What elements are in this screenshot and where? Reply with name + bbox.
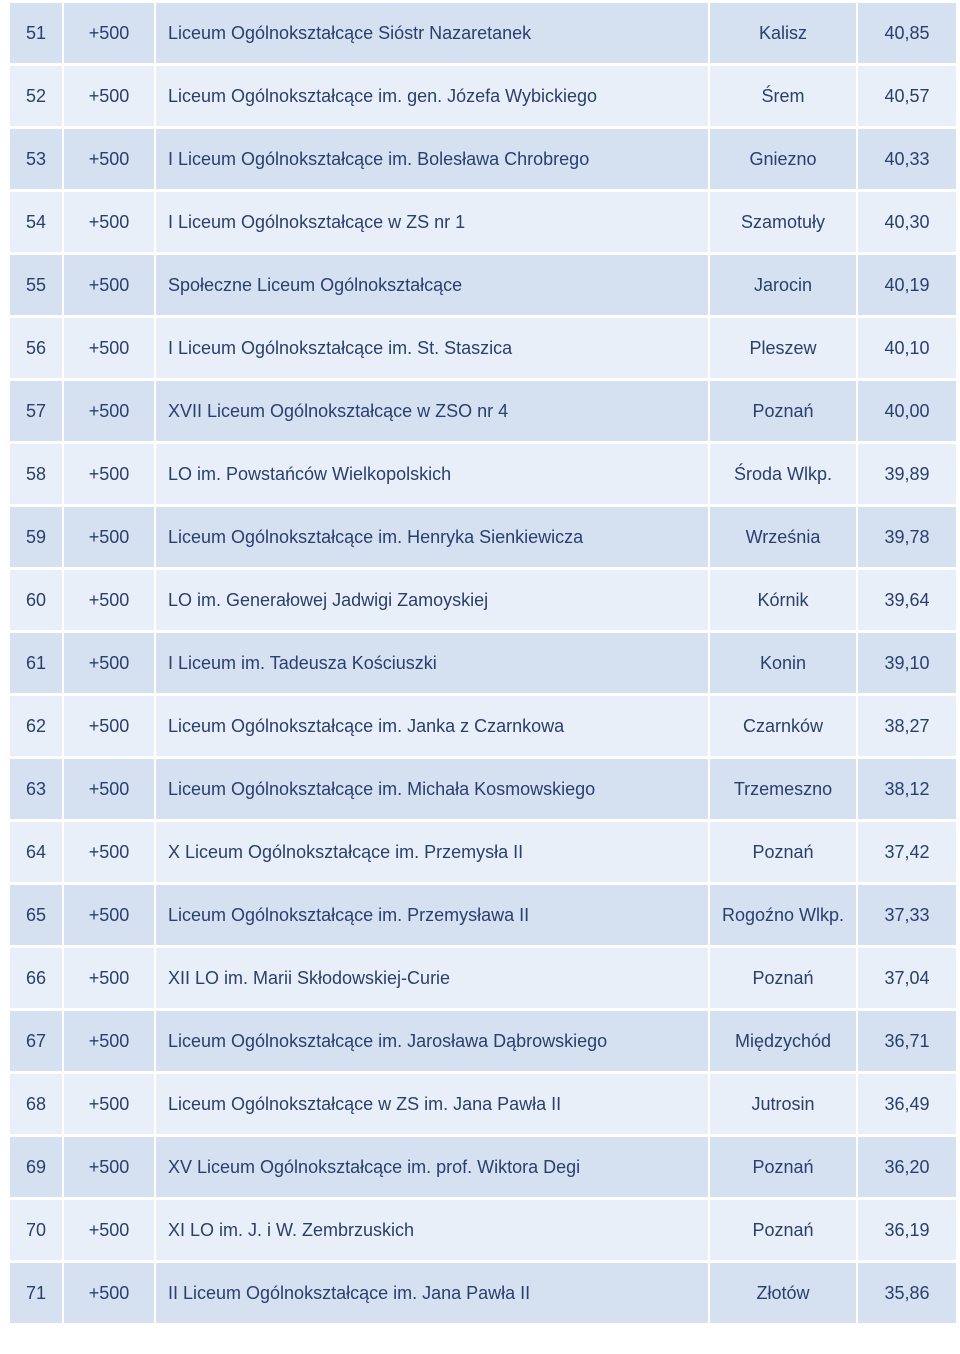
change-cell: +500: [63, 254, 155, 317]
city-cell: Jutrosin: [709, 1073, 857, 1136]
change-cell: +500: [63, 2, 155, 65]
change-cell: +500: [63, 1136, 155, 1199]
rank-cell: 65: [9, 884, 63, 947]
city-cell: Jarocin: [709, 254, 857, 317]
city-cell: Kalisz: [709, 2, 857, 65]
score-cell: 35,86: [857, 1262, 957, 1325]
change-cell: +500: [63, 821, 155, 884]
rank-cell: 61: [9, 632, 63, 695]
change-cell: +500: [63, 443, 155, 506]
table-row: [9, 506, 957, 569]
table-row: [9, 191, 957, 254]
score-cell: 36,19: [857, 1199, 957, 1262]
change-cell: +500: [63, 1262, 155, 1325]
school-name-cell: XVII Liceum Ogólnokształcące w ZSO nr 4: [155, 380, 709, 443]
rank-cell: 69: [9, 1136, 63, 1199]
table-row: [9, 758, 957, 821]
score-cell: 40,85: [857, 2, 957, 65]
city-cell: Września: [709, 506, 857, 569]
city-cell: Poznań: [709, 380, 857, 443]
rank-cell: 64: [9, 821, 63, 884]
table-row: [9, 884, 957, 947]
score-cell: 38,27: [857, 695, 957, 758]
city-cell: Rogoźno Wlkp.: [709, 884, 857, 947]
table-row: [9, 2, 957, 65]
change-cell: +500: [63, 191, 155, 254]
score-cell: 37,42: [857, 821, 957, 884]
school-name-cell: Liceum Ogólnokształcące im. Janka z Czarnkowa: [155, 695, 709, 758]
change-cell: +500: [63, 758, 155, 821]
change-cell: +500: [63, 506, 155, 569]
rank-cell: 70: [9, 1199, 63, 1262]
table-row: [9, 569, 957, 632]
city-cell: Śrem: [709, 65, 857, 128]
score-cell: 40,10: [857, 317, 957, 380]
rank-cell: 67: [9, 1010, 63, 1073]
change-cell: +500: [63, 1073, 155, 1136]
rank-cell: 52: [9, 65, 63, 128]
rank-cell: 51: [9, 2, 63, 65]
rank-cell: 66: [9, 947, 63, 1010]
change-cell: +500: [63, 695, 155, 758]
change-cell: +500: [63, 632, 155, 695]
school-name-cell: Liceum Ogólnokształcące Sióstr Nazaretanek: [155, 2, 709, 65]
ranking-table: [8, 0, 958, 1326]
rank-cell: 58: [9, 443, 63, 506]
school-name-cell: Liceum Ogólnokształcące im. Michała Kosmowskiego: [155, 758, 709, 821]
table-row: [9, 65, 957, 128]
table-row: [9, 821, 957, 884]
school-name-cell: Liceum Ogólnokształcące w ZS im. Jana Pawła II: [155, 1073, 709, 1136]
score-cell: 39,10: [857, 632, 957, 695]
rank-cell: 62: [9, 695, 63, 758]
school-name-cell: X Liceum Ogólnokształcące im. Przemysła II: [155, 821, 709, 884]
change-cell: +500: [63, 65, 155, 128]
school-name-cell: LO im. Powstańców Wielkopolskich: [155, 443, 709, 506]
score-cell: 40,19: [857, 254, 957, 317]
city-cell: Gniezno: [709, 128, 857, 191]
school-name-cell: Liceum Ogólnokształcące im. gen. Józefa Wybickiego: [155, 65, 709, 128]
score-cell: 40,00: [857, 380, 957, 443]
city-cell: Pleszew: [709, 317, 857, 380]
school-name-cell: XV Liceum Ogólnokształcące im. prof. Wiktora Degi: [155, 1136, 709, 1199]
score-cell: 37,04: [857, 947, 957, 1010]
rank-cell: 71: [9, 1262, 63, 1325]
city-cell: Konin: [709, 632, 857, 695]
change-cell: +500: [63, 317, 155, 380]
table-row: [9, 1010, 957, 1073]
city-cell: Środa Wlkp.: [709, 443, 857, 506]
table-row: [9, 380, 957, 443]
score-cell: 36,71: [857, 1010, 957, 1073]
school-name-cell: I Liceum Ogólnokształcące im. St. Staszica: [155, 317, 709, 380]
ranking-table-body: [9, 2, 957, 1325]
score-cell: 36,49: [857, 1073, 957, 1136]
rank-cell: 55: [9, 254, 63, 317]
school-name-cell: I Liceum im. Tadeusza Kościuszki: [155, 632, 709, 695]
rank-cell: 56: [9, 317, 63, 380]
table-row: [9, 1073, 957, 1136]
city-cell: Kórnik: [709, 569, 857, 632]
school-name-cell: I Liceum Ogólnokształcące w ZS nr 1: [155, 191, 709, 254]
table-row: [9, 254, 957, 317]
school-name-cell: I Liceum Ogólnokształcące im. Bolesława Chrobrego: [155, 128, 709, 191]
city-cell: Międzychód: [709, 1010, 857, 1073]
rank-cell: 54: [9, 191, 63, 254]
score-cell: 40,57: [857, 65, 957, 128]
change-cell: +500: [63, 1199, 155, 1262]
school-name-cell: Liceum Ogólnokształcące im. Jarosława Dąbrowskiego: [155, 1010, 709, 1073]
school-name-cell: Liceum Ogólnokształcące im. Henryka Sienkiewicza: [155, 506, 709, 569]
school-name-cell: LO im. Generałowej Jadwigi Zamoyskiej: [155, 569, 709, 632]
table-row: [9, 695, 957, 758]
score-cell: 36,20: [857, 1136, 957, 1199]
table-row: [9, 1262, 957, 1325]
change-cell: +500: [63, 884, 155, 947]
city-cell: Trzemeszno: [709, 758, 857, 821]
table-row: [9, 632, 957, 695]
rank-cell: 53: [9, 128, 63, 191]
score-cell: 40,33: [857, 128, 957, 191]
table-row: [9, 1199, 957, 1262]
city-cell: Szamotuły: [709, 191, 857, 254]
change-cell: +500: [63, 128, 155, 191]
city-cell: Poznań: [709, 947, 857, 1010]
city-cell: Złotów: [709, 1262, 857, 1325]
change-cell: +500: [63, 569, 155, 632]
school-name-cell: XII LO im. Marii Skłodowskiej-Curie: [155, 947, 709, 1010]
change-cell: +500: [63, 1010, 155, 1073]
rank-cell: 63: [9, 758, 63, 821]
score-cell: 39,78: [857, 506, 957, 569]
rank-cell: 57: [9, 380, 63, 443]
table-row: [9, 317, 957, 380]
change-cell: +500: [63, 380, 155, 443]
rank-cell: 60: [9, 569, 63, 632]
school-name-cell: II Liceum Ogólnokształcące im. Jana Pawła II: [155, 1262, 709, 1325]
school-name-cell: Społeczne Liceum Ogólnokształcące: [155, 254, 709, 317]
city-cell: Czarnków: [709, 695, 857, 758]
school-name-cell: Liceum Ogólnokształcące im. Przemysława II: [155, 884, 709, 947]
score-cell: 40,30: [857, 191, 957, 254]
change-cell: +500: [63, 947, 155, 1010]
school-name-cell: XI LO im. J. i W. Zembrzuskich: [155, 1199, 709, 1262]
table-row: [9, 947, 957, 1010]
table-row: [9, 128, 957, 191]
score-cell: 39,89: [857, 443, 957, 506]
table-row: [9, 1136, 957, 1199]
score-cell: 38,12: [857, 758, 957, 821]
rank-cell: 68: [9, 1073, 63, 1136]
city-cell: Poznań: [709, 1136, 857, 1199]
score-cell: 37,33: [857, 884, 957, 947]
city-cell: Poznań: [709, 821, 857, 884]
table-row: [9, 443, 957, 506]
score-cell: 39,64: [857, 569, 957, 632]
rank-cell: 59: [9, 506, 63, 569]
city-cell: Poznań: [709, 1199, 857, 1262]
